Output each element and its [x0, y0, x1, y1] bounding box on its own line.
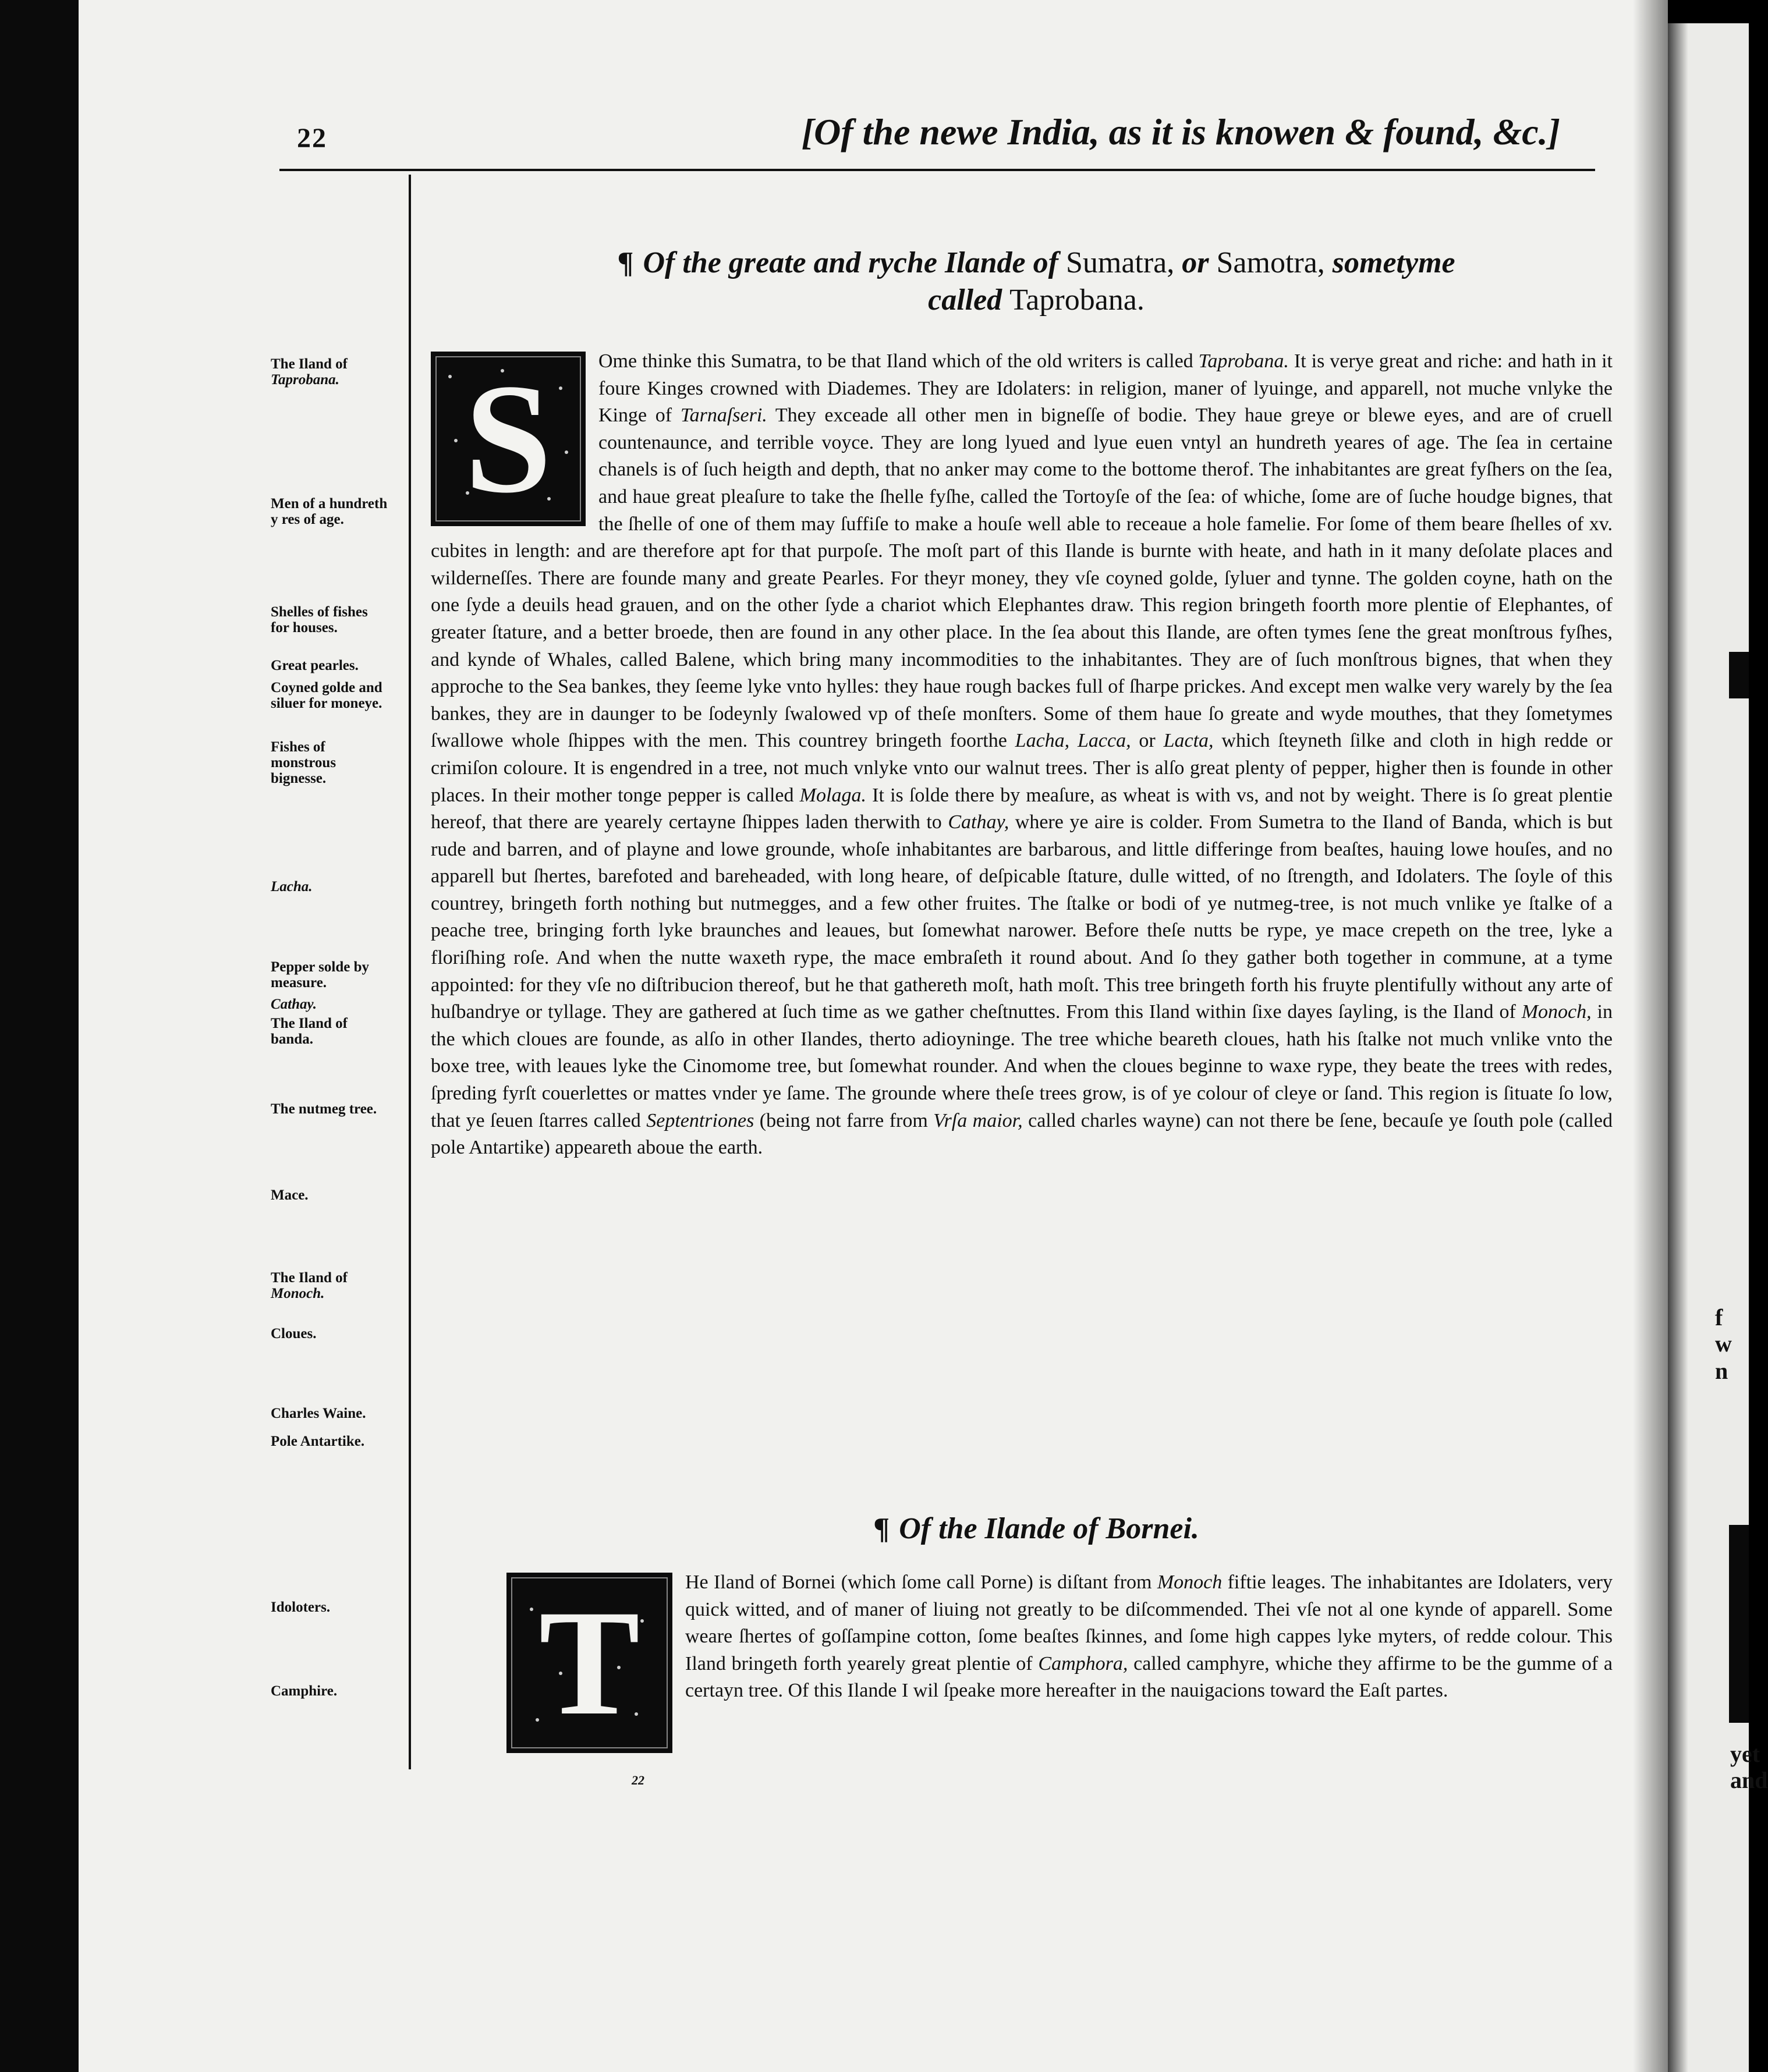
sidenote-line: Cloues.: [271, 1326, 317, 1342]
sidenote-line: Monoch.: [271, 1286, 325, 1301]
sidenote-line: The Iland of: [271, 1016, 348, 1031]
sidenote: [271, 680, 405, 711]
sidenote-line: Charles Waine.: [271, 1406, 366, 1421]
section-heading: [477, 1510, 1595, 1548]
sidenote: [271, 879, 405, 895]
paragraph-text: Molaga.: [799, 784, 866, 806]
paragraph-text: It is veryе great and riche: and hath in it foure Kinges crowned with Diademes. They are Idolaters: in religion, maner of lyuinge, and apparell, not muche vnlyke the Kinge of: [598, 350, 1613, 427]
dropcap-letter: T: [538, 1578, 640, 1747]
facing-page-dropcap: [1729, 1525, 1749, 1723]
sidenote: [271, 1683, 405, 1699]
dropcap-s: [431, 352, 586, 526]
sidenote: [271, 604, 405, 636]
heading-text: sometyme: [1332, 246, 1455, 279]
sidenote-line: Fishes of: [271, 739, 325, 755]
header-rule: [279, 169, 1595, 171]
sidenote-line: Mace.: [271, 1187, 309, 1203]
paragraph-text: He Iland of Bornei (which ſome call Porne) is diſtant from: [685, 1571, 1157, 1593]
facing-page: [1665, 23, 1768, 2072]
sidenote: [271, 356, 405, 388]
paragraph-text: Monoch: [1157, 1571, 1223, 1593]
paragraph-text: (being not farre from: [754, 1109, 934, 1131]
facing-page-fragment: f: [1715, 1304, 1723, 1331]
facing-page-shadow: [1665, 23, 1688, 2072]
paragraph-text: where ye aire is colder. From Sumetra to the Iland of Banda, which is but rude and barren, and of playne and lowe grounde, whoſe inhabitantes are barbarous, and little differinge from beaſtes, hauing lowe houſes, and no apparell but ſhertes, barefoted and bareheaded, with long heare, of deſpicable ſtature, dulle witted, of no ſtrength, and Idolaters. The ſoyle of this countrey, bringeth forth nothing but nutmegges, and a few other fruites. The ſtalke or bodi of ye nutmeg-tree, is not much vnlike ye ſtalke of a peache tree, bringing forth lyke braunches and leaues, but ſomewhat narower. Before theſe nutts be rype, ye mace crepeth on the tree, lyke a floriſhing roſe. And when the nutte waxeth rype, the mace embraſeth it round about. And ſo they gather both together in commune, at a tyme appointed: for they vſe no diſtribucion thereof, but he that gathereth moſt, hath moſt. This tree bringeth forth his fruyte plentifully without any arte of huſbandrye or tyllage. They are gathered at ſuch time as we gather cheſtnuttes. From this Iland within ſixe dayes ſayling, is the Iland of: [431, 811, 1613, 1023]
heading-text: Of the greate and ryche Ilande of: [643, 246, 1058, 279]
sidenote-line: Pepper solde by: [271, 959, 369, 975]
sidenote-line: Camphire.: [271, 1683, 338, 1699]
sidenote-line: Shelles of fishes: [271, 604, 368, 620]
sidenote-line: Coyned golde and: [271, 680, 382, 696]
facing-page-fragment: n: [1715, 1358, 1728, 1384]
pilcrow-icon: ¶: [617, 246, 634, 279]
sidenote-line: banda.: [271, 1031, 313, 1047]
sidenote-line: siluer for moneye.: [271, 696, 382, 711]
facing-page-fragment: and: [1730, 1767, 1768, 1793]
paragraph-text: It is ſolde there by meaſure, as wheat is with vs, and not by weight. There is ſo great plentie hereof, that there are yearely certayne ſhippes laden therwith to: [431, 784, 1613, 833]
section-heading: [477, 244, 1595, 319]
paragraph-text: Cathay,: [948, 811, 1009, 833]
sidenote-line: bignesse.: [271, 771, 327, 786]
heading-text: Of the Ilande of Bornei.: [899, 1512, 1199, 1545]
running-title: [Of the newe India, as it is knowen & found, &c.]: [801, 111, 1560, 152]
sidenote: [271, 1434, 405, 1449]
pilcrow-icon: ¶: [873, 1512, 890, 1545]
paragraph-text: Camphora,: [1038, 1652, 1128, 1674]
paragraph-text: Taprobana.: [1198, 350, 1289, 372]
sidenote: [271, 496, 405, 527]
paragraph-text: Monoch,: [1521, 1001, 1592, 1023]
paragraph-text: or: [1131, 730, 1164, 752]
dropcap-letter: S: [464, 351, 552, 526]
margin-rule: [409, 175, 411, 1769]
paragraph-text: Septentriones: [646, 1109, 754, 1131]
sidenote-line: Idoloters.: [271, 1599, 331, 1615]
dropcap-t: [506, 1573, 672, 1753]
sidenote-line: monstrous: [271, 755, 336, 771]
sidenote-line: Great pearles.: [271, 658, 359, 673]
sidenote-line: for houses.: [271, 620, 338, 636]
sidenote-line: Lacha.: [271, 879, 313, 895]
paragraph-text: in the which cloues are founde, as alſo in other Ilandes, therto adioyninge. The tree whiche beareth cloues, hath his ſtalke not much vnlike vnto the boxe tree, with leaues lyke the Cinomome tree, but ſomewhat rounder. And when the cloues beginne to waxe rype, they beate the trees with redes, ſpreding fyrſt couerlettes or mattes vnder ye ſame. The grounde where theſe trees grow, is of ye colour of cleye or ſand. This region is ſituate ſo low, that ye ſeuen ſtarres called: [431, 1001, 1613, 1131]
paragraph-text: Lacha, Lacca,: [1015, 730, 1131, 752]
section-body: [506, 1569, 1613, 1753]
page-number: 22: [297, 123, 327, 154]
sidenote: [271, 658, 405, 673]
sidenote: [271, 739, 405, 786]
sidenote: [271, 1270, 405, 1301]
facing-page-fragment: w: [1715, 1331, 1732, 1357]
sidenote-line: The Iland of: [271, 1270, 348, 1286]
sidenote: [271, 1326, 405, 1342]
paragraph-text: They exceade all other men in bigneſſe of bodie. They haue greye or blewe eyes, and are of cruell countenaunce, and terrible voyce. They are long lyued and lyue euen vntyl an hundreth yeares of age. The ſea in certaine chanels is of ſuch heigth and depth, that no anker may come to the bottome therof. The inhabitantes are great fyſhers on the ſea, and haue great pleaſure to take the ſhelle fyſhe, called the Tortoyſe of the ſea: of whiche, ſome are of ſuche houdge bignes, that the ſhelle of one of them may ſuffiſe to make a houſe well able to receaue a hole famelie. For ſome of them beare ſhelles of xv. cubites in length: and are therefore apt for that purpoſe. The moſt part of this Ilande is burnte with heate, and hath in it many deſolate places and wilderneſſes. There are founde many and greate Pearles. For theyr money, they vſe coyned golde, ſyluer and tynne. The golden coyne, hath on the one ſyde a deuils head grauen, and on the other ſyde a chariot which Elephantes draw. This region bringeth foorth more plentie of Elephantes, of greater ſtature, and a better broede, then are found in any other place. In the ſea about this Ilande, are often tymes ſene the great monſtrous fyſhes, and kynde of Whales, called Balene, which bring many incommodities to the inhabitantes. They are of ſuch monſtrous bignes, that when they approche to the Sea bankes, they ſeeme lyke vnto hylles: they haue rough backes full of ſharpe prickes. And except men walke very warely by the ſea bankes, they are in daunger to be ſodeynly ſwalowed vp of theſe monſters. Some of them haue ſo greate and wyde mouthes, that they ſometymes ſwallowe whole ſhippes with the men. This countrey bringeth foorthe: [431, 405, 1613, 752]
facing-page-fragment: yet: [1730, 1741, 1760, 1767]
paragraph-text: fiftie leages. The inhabitantes are Idolaters, very quick witted, and of maner of liuing not greatly to be diſcommended. Thei vſe not al one kynde of apparell. Some weare ſhertes of goſſampine cotton, ſome beaſtes ſkinnes, and ſome high cappes lyke myters, of redde colour. This Iland bringeth forth yearely great plentie of: [685, 1571, 1613, 1674]
sidenote: [271, 996, 405, 1012]
sidenote: [271, 1187, 405, 1203]
sidenote-line: The Iland of: [271, 356, 348, 372]
facing-page-block: [1729, 652, 1749, 698]
heading-text: called: [928, 283, 1002, 317]
sidenote-line: y res of age.: [271, 512, 344, 527]
sidenote-line: The nutmeg tree.: [271, 1101, 377, 1117]
sidenote: [271, 1016, 405, 1047]
section-body: [431, 348, 1613, 1162]
sidenote: [271, 959, 405, 991]
paragraph-text: which ſteyneth ſilke and cloth in high redde or crimiſon coloure. It is engendred in a tree, not much vnlyke vnto our walnut trees. Ther is alſo great plenty of pepper, higher then is founde in other places. In their mother tonge pepper is called: [431, 730, 1613, 806]
heading-text: or: [1182, 246, 1209, 279]
page-gutter-shadow: [1633, 0, 1668, 2072]
signature-mark: 22: [632, 1773, 644, 1787]
paragraph-text: Vrſa maior,: [933, 1109, 1023, 1131]
paragraph-text: called camphyre, whiche they affirme to be the gumme of a certayn tree. Of this Ilande I wil ſpeake more hereafter in the nauigacions toward the Eaſt partes.: [685, 1652, 1613, 1702]
heading-text: Taprobana.: [1009, 283, 1145, 317]
paragraph-text: Ome thinke this Sumatra, to be that Iland which of the old writers is called: [598, 350, 1199, 372]
sidenote: [271, 1406, 405, 1421]
sidenote-line: Cathay.: [271, 996, 317, 1012]
paragraph-text: Lacta,: [1163, 730, 1214, 752]
sidenote-line: Pole Antartike.: [271, 1434, 365, 1449]
sidenote-line: measure.: [271, 975, 327, 991]
heading-text: Sumatra,: [1065, 246, 1175, 279]
sidenote-line: Men of a hundreth: [271, 496, 388, 512]
paragraph-text: called charles wayne) can not there be ſene, becauſe ye ſouth pole (called pole Antartike) appeareth aboue the earth.: [431, 1109, 1613, 1159]
sidenote: [271, 1101, 405, 1117]
paragraph-text: Tarnaſseri.: [680, 405, 767, 427]
sidenote: [271, 1599, 405, 1615]
heading-text: Samotra,: [1216, 246, 1325, 279]
sidenote-line: Taprobana.: [271, 372, 339, 388]
